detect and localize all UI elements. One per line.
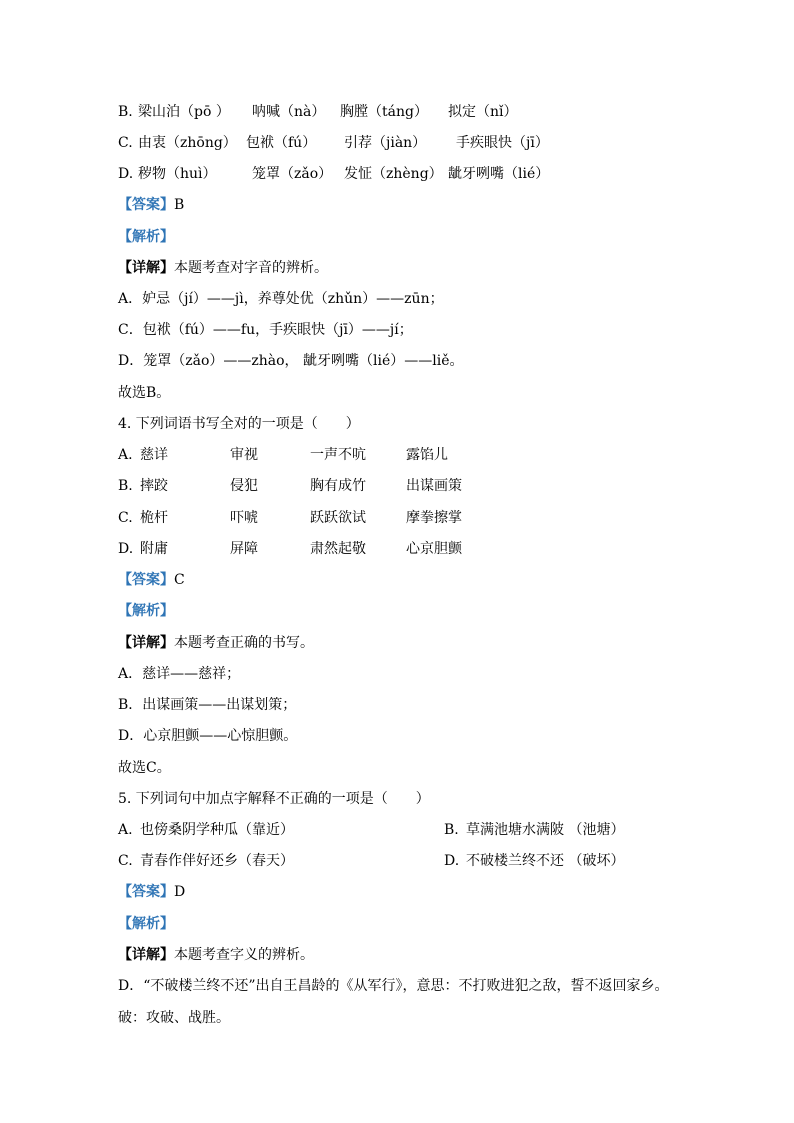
explanation-line: D．“不破楼兰终不还”出自王昌龄的《从军行》，意思：不打败进犯之敌，誓不返回家乡。: [118, 978, 669, 994]
detail-tag: 【详解】: [118, 947, 174, 963]
q4-answer: [118, 569, 185, 591]
answer-tag: 【答案】: [118, 884, 174, 900]
analysis-tag: 【解析】: [118, 229, 174, 245]
option-word: 露馅儿: [406, 447, 448, 463]
detail-tag: 【详解】: [118, 260, 174, 276]
option-text: 也傍桑阴学种瓜（靠近）: [140, 822, 294, 838]
option-letter: D.: [118, 541, 134, 557]
conclusion: 故选C。: [118, 760, 171, 776]
option-text: 不破楼兰终不还 （破坏）: [466, 853, 625, 869]
question-5-stem: 5. 下列词句中加点字解释不正确的一项是（ ）: [118, 791, 430, 807]
option-word: 侵犯: [230, 478, 258, 494]
option-word: 胸有成竹: [310, 478, 366, 494]
option-letter: A.: [118, 822, 133, 838]
q4-detail: [118, 632, 314, 654]
conclusion: 故选B。: [118, 385, 171, 401]
option-word: 引荐（jiàn）: [344, 135, 427, 151]
option-letter: C.: [118, 135, 133, 151]
option-letter: C.: [118, 510, 133, 526]
option-word: 慈详: [140, 447, 168, 463]
option-letter: D.: [118, 166, 134, 182]
option-letter: B.: [444, 822, 459, 838]
option-word: 呐喊（nà）: [252, 104, 326, 120]
option-letter: A.: [118, 447, 133, 463]
option-word: 胸膛（táng）: [340, 104, 428, 120]
option-word: 桅杆: [140, 510, 168, 526]
option-word: 审视: [230, 447, 258, 463]
explanation-line: D．笼罩（zǎo）——zhào， 龇牙咧嘴（lié）——liě。: [118, 353, 464, 369]
q5-detail: [118, 944, 314, 966]
option-word: 摩拳擦掌: [406, 510, 462, 526]
option-word: 附庸: [140, 541, 168, 557]
detail-text: 本题考查对字音的辨析。: [174, 260, 328, 276]
q4-analysis: [118, 600, 174, 622]
detail-text: 本题考查字义的辨析。: [174, 947, 314, 963]
option-word: 龇牙咧嘴（lié）: [448, 166, 550, 182]
detail-tag: 【详解】: [118, 635, 174, 651]
option-text: 青春作伴好还乡（春天）: [140, 853, 294, 869]
option-word: 屏障: [230, 541, 258, 557]
q3-answer: [118, 194, 184, 216]
q5-analysis: [118, 913, 174, 935]
explanation-line: A．慈详——慈祥；: [118, 666, 241, 682]
q5-answer: [118, 881, 185, 903]
option-letter: B.: [118, 104, 133, 120]
answer-value: C: [174, 572, 185, 588]
option-word: 心京胆颤: [406, 541, 462, 557]
option-word: 秽物（huì）: [138, 166, 217, 182]
explanation-line: D．心京胆颤——心惊胆颤。: [118, 728, 298, 744]
answer-value: D: [174, 884, 186, 900]
q3-analysis: [118, 226, 174, 248]
option-word: 出谋画策: [406, 478, 462, 494]
option-letter: B.: [118, 478, 133, 494]
answer-tag: 【答案】: [118, 572, 174, 588]
option-word: 肃然起敬: [310, 541, 366, 557]
answer-tag: 【答案】: [118, 197, 174, 213]
option-word: 吓唬: [230, 510, 258, 526]
explanation-line: A．妒忌（jí）——jì，养尊处优（zhǔn）——zūn；: [118, 291, 444, 307]
option-word: 跃跃欲试: [310, 510, 366, 526]
option-word: 包袱（fú）: [246, 135, 317, 151]
option-word: 拟定（nǐ）: [448, 104, 518, 120]
detail-text: 本题考查正确的书写。: [174, 635, 314, 651]
option-word: 手疾眼快（jī）: [456, 135, 549, 151]
analysis-tag: 【解析】: [118, 916, 174, 932]
analysis-tag: 【解析】: [118, 603, 174, 619]
question-4-stem: 4. 下列词语书写全对的一项是（ ）: [118, 416, 360, 432]
explanation-line: 破：攻破、战胜。: [118, 1010, 230, 1026]
explanation-line: B．出谋画策——出谋划策；: [118, 697, 297, 713]
option-letter: D.: [444, 853, 460, 869]
option-letter: C.: [118, 853, 133, 869]
option-word: 笼罩（zǎo）: [252, 166, 333, 182]
q3-detail: [118, 257, 328, 279]
answer-value: B: [174, 197, 185, 213]
option-word: 由衷（zhōng）: [138, 135, 237, 151]
option-word: 摔跤: [140, 478, 168, 494]
option-word: 梁山泊（pō ）: [138, 104, 230, 120]
option-word: 发怔（zhèng）: [344, 166, 443, 182]
option-word: 一声不吭: [310, 447, 366, 463]
option-text: 草满池塘水满陂 （池塘）: [466, 822, 625, 838]
explanation-line: C．包袱（fú）——fu，手疾眼快（jī）——jí；: [118, 322, 413, 338]
